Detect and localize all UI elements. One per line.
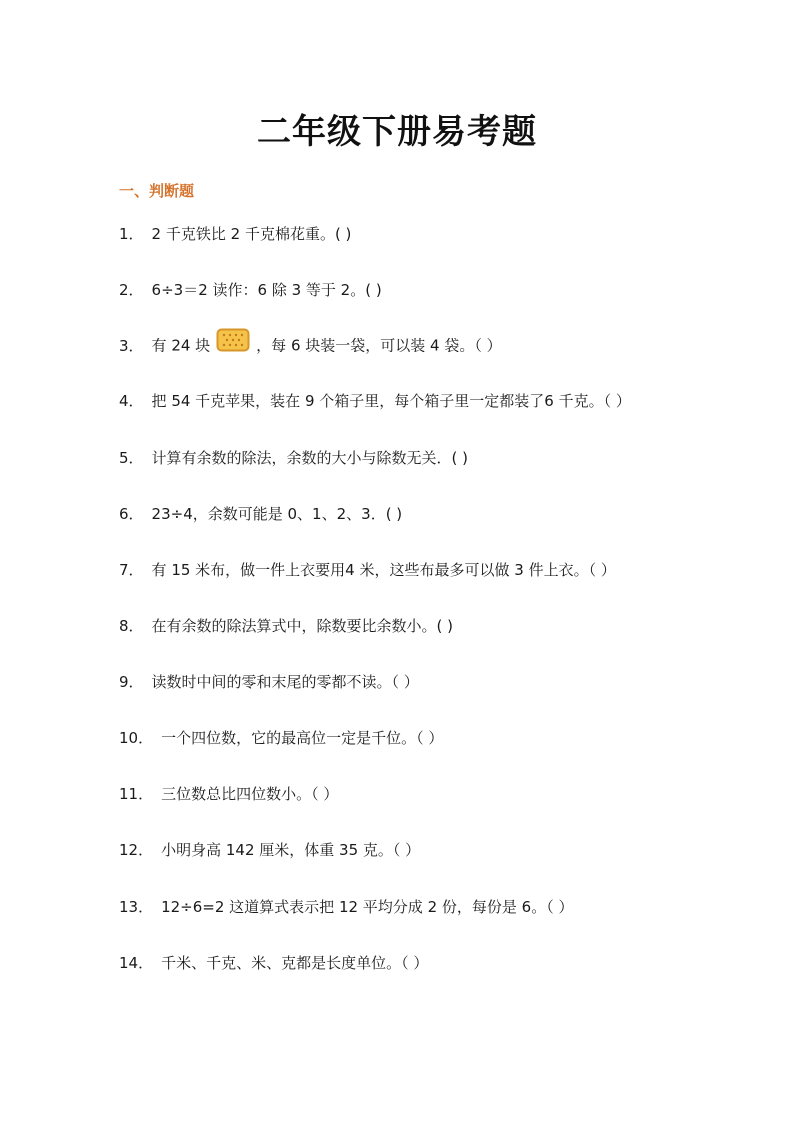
question-text: 有 15 米布，做一件上衣要用4 米，这些布最多可以做 3 件上衣。（ ）: [151, 561, 616, 579]
section-title: 一、判断题: [119, 182, 195, 200]
question-text: 把 54 千克苹果，装在 9 个箱子里，每个箱子里一定都装了6 千克。（ ）: [151, 392, 631, 410]
question-number: 9．: [119, 673, 144, 691]
question-text-after: ，每 6 块装一袋，可以装 4 袋。（ ）: [256, 336, 502, 355]
question-text: 在有余数的除法算式中，除数要比余数小。( ): [151, 617, 454, 635]
question-number: 10．: [119, 729, 154, 747]
question-number: 13．: [119, 898, 154, 916]
biscuit-icon: [216, 328, 250, 358]
question-number: 1．: [119, 225, 144, 243]
question-number: 3．: [119, 336, 144, 355]
question-number: 11．: [119, 785, 154, 803]
question-text: 千米、千克、米、克都是长度单位。（ ）: [161, 954, 429, 972]
question-10: [119, 727, 443, 749]
question-3: [119, 334, 502, 358]
question-12: [119, 839, 420, 861]
question-text: 12÷6=2 这道算式表示把 12 平均分成 2 份，每份是 6。（ ）: [161, 898, 574, 916]
question-4: [119, 390, 631, 412]
question-text: 2 千克铁比 2 千克棉花重。( ): [151, 225, 352, 243]
question-14: [119, 952, 428, 974]
question-6: [119, 503, 402, 525]
question-number: 6．: [119, 505, 144, 523]
question-9: [119, 671, 419, 693]
page-title: 二年级下册易考题: [257, 112, 537, 152]
question-text: 读数时中间的零和末尾的零都不读。（ ）: [151, 673, 419, 691]
question-text: 小明身高 142 厘米，体重 35 克。（ ）: [161, 841, 421, 859]
question-11: [119, 783, 338, 805]
question-text: 三位数总比四位数小。（ ）: [161, 785, 339, 803]
question-number: 5．: [119, 449, 144, 467]
question-number: 7．: [119, 561, 144, 579]
question-text: 6÷3＝2 读作：6 除 3 等于 2。( ): [151, 281, 382, 299]
question-8: [119, 615, 453, 637]
question-text: 23÷4，余数可能是 0、1、2、3．( ): [151, 505, 403, 523]
question-13: [119, 896, 573, 918]
question-number: 12．: [119, 841, 154, 859]
question-5: [119, 447, 468, 469]
question-number: 4．: [119, 392, 144, 410]
question-1: [119, 223, 351, 245]
question-text: 一个四位数，它的最高位一定是千位。（ ）: [161, 729, 444, 747]
question-text-before: 有 24 块: [151, 336, 211, 355]
question-number: 14．: [119, 954, 154, 972]
question-text: 计算有余数的除法，余数的大小与除数无关．( ): [151, 449, 469, 467]
question-7: [119, 559, 616, 581]
question-number: 2．: [119, 281, 144, 299]
question-number: 8．: [119, 617, 144, 635]
question-2: [119, 279, 382, 301]
